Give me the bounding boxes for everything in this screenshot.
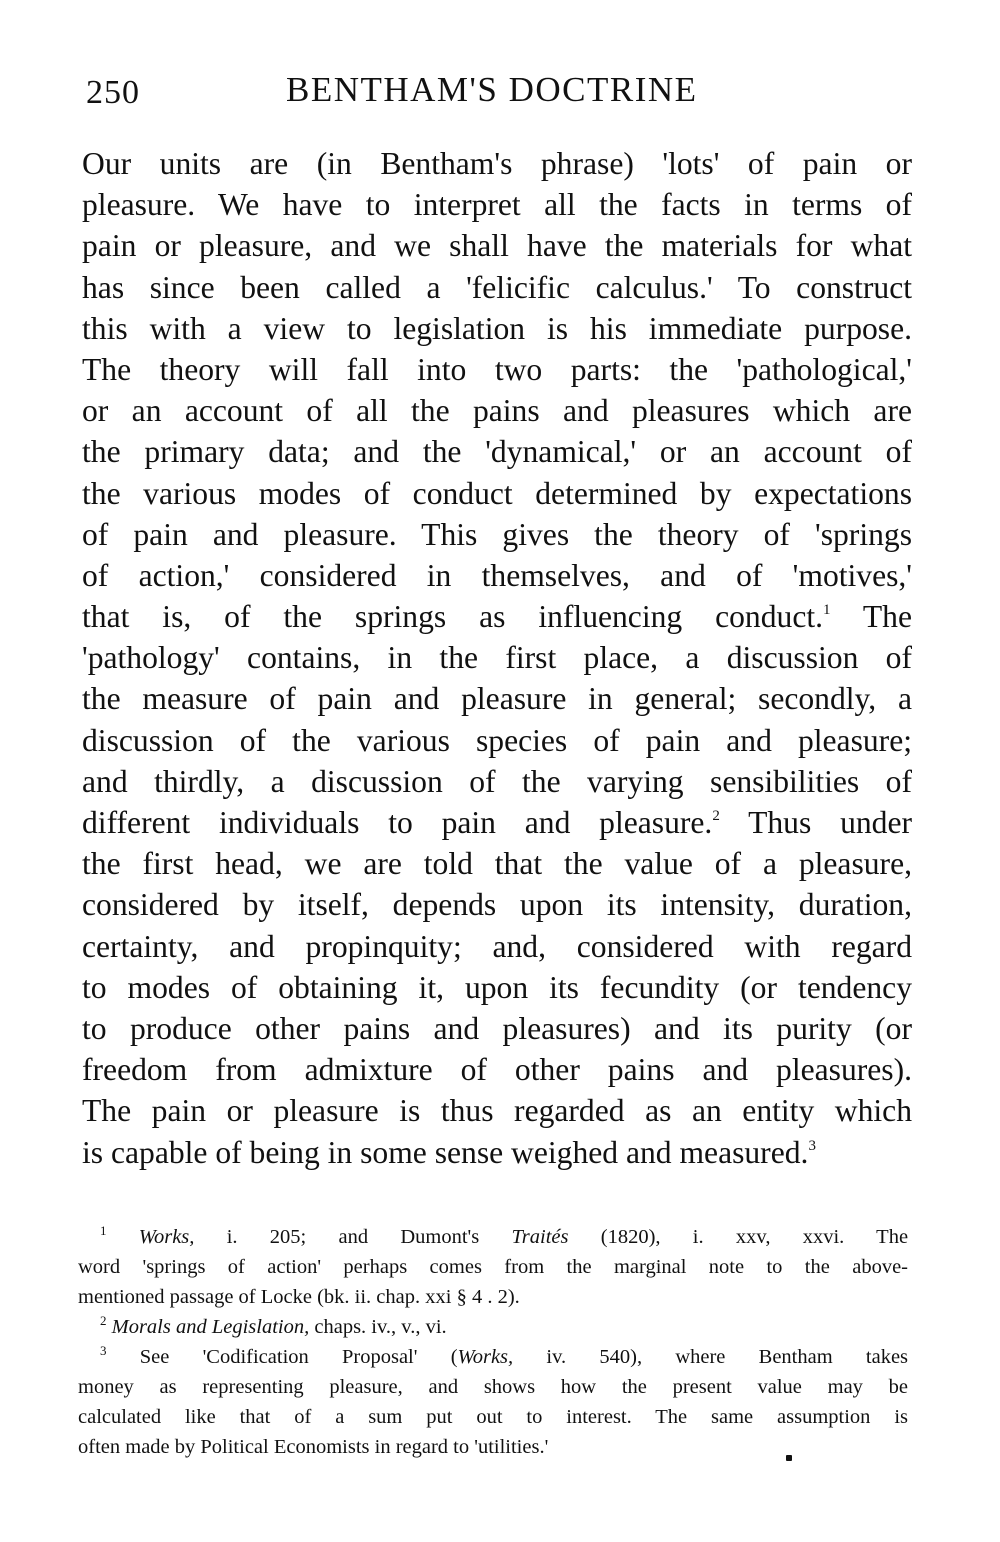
footnote-2: [78, 1312, 908, 1342]
footnote-line: money as representing pleasure, and shows how the present value may be: [78, 1376, 908, 1398]
body-line: [82, 596, 912, 637]
body-line: the first head, we are told that the value of a pleasure,: [82, 846, 912, 882]
body-line: of pain and pleasure. This gives the theory of 'springs: [82, 516, 912, 552]
body-line: to modes of obtaining it, upon its fecundity (or tendency: [82, 969, 912, 1005]
footnote-3: [78, 1342, 908, 1372]
body-line-text: The: [862, 599, 912, 635]
page-header: [86, 66, 916, 116]
footnote-text: (1820), i. xxv, xxvi. The: [600, 1226, 908, 1248]
footnote-italic: Works,: [138, 1226, 195, 1248]
body-line: The pain or pleasure is thus regarded as an entity which: [82, 1093, 912, 1129]
body-line-text: that is, of the springs as influencing conduct.: [82, 599, 824, 635]
footnote-mark: 1: [100, 1223, 107, 1238]
body-line-text: Thus under: [748, 805, 912, 840]
body-line-text: different individuals to pain and pleasure.: [82, 805, 713, 840]
footnote-ref-1: 1: [823, 602, 831, 619]
body-line: to produce other pains and pleasures) and its purity (or: [82, 1010, 912, 1046]
body-line: the various modes of conduct determined by expectations: [82, 475, 912, 511]
body-line: and thirdly, a discussion of the varying sensibilities of: [82, 763, 912, 799]
footnote-text: i. 205; and Dumont's: [226, 1226, 480, 1248]
body-line: considered by itself, depends upon its intensity, duration,: [82, 887, 912, 923]
body-line: The theory will fall into two parts: the 'pathological,': [82, 351, 912, 387]
footnote-italic: Traités: [511, 1226, 569, 1248]
body-line: pain or pleasure, and we shall have the materials for what: [82, 228, 912, 264]
body-line: freedom from admixture of other pains and pleasures).: [82, 1052, 912, 1088]
body-line: the primary data; and the 'dynamical,' or an account of: [82, 434, 912, 470]
footnote-line: mentioned passage of Locke (bk. ii. chap. xxi § 4 . 2).: [78, 1286, 520, 1308]
body-line: pleasure. We have to interpret all the facts in terms of: [82, 187, 912, 223]
footnote-italic: Works,: [457, 1346, 514, 1368]
body-line: [82, 802, 912, 843]
body-line: 'pathology' contains, in the first place, a discussion of: [82, 640, 912, 676]
running-head: BENTHAM'S DOCTRINE: [286, 70, 698, 109]
footnote-text: iv. 540), where Bentham takes: [546, 1346, 908, 1368]
print-speck: [786, 1455, 792, 1461]
body-line: of action,' considered in themselves, and of 'motives,': [82, 557, 912, 593]
footnote-line: calculated like that of a sum put out to interest. The same assumption is: [78, 1406, 908, 1428]
body-line: Our units are (in Bentham's phrase) 'lots' of pain or: [82, 146, 912, 181]
body-line: certainty, and propinquity; and, considered with regard: [82, 928, 912, 964]
footnote-mark: 2: [100, 1313, 107, 1328]
body-line: has since been called a 'felicific calculus.' To construct: [82, 269, 912, 305]
body-line: [82, 1132, 912, 1173]
footnotes: [78, 1222, 908, 1462]
body-line: or an account of all the pains and pleasures which are: [82, 393, 912, 429]
footnote-line: word 'springs of action' perhaps comes from the marginal note to the above-: [78, 1256, 908, 1278]
body-line: this with a view to legislation is his immediate purpose.: [82, 310, 912, 346]
footnote-ref-3: 3: [808, 1137, 816, 1154]
footnote-line: often made by Political Economists in regard to 'utilities.': [78, 1436, 549, 1458]
body-line: discussion of the various species of pain and pleasure;: [82, 722, 912, 758]
footnote-text: chaps. iv., v., vi.: [314, 1316, 447, 1338]
footnote-italic: Morals and Legislation,: [111, 1316, 310, 1338]
page-number: 250: [86, 74, 140, 111]
footnote-ref-2: 2: [712, 808, 720, 824]
footnote-1: [78, 1222, 908, 1252]
body-line: the measure of pain and pleasure in general; secondly, a: [82, 681, 912, 717]
body-line-text: is capable of being in some sense weighed and measured.: [82, 1134, 809, 1170]
footnote-mark: 3: [100, 1343, 107, 1358]
body-text: [82, 143, 912, 1173]
footnote-text: See 'Codification Proposal' (: [139, 1346, 458, 1368]
